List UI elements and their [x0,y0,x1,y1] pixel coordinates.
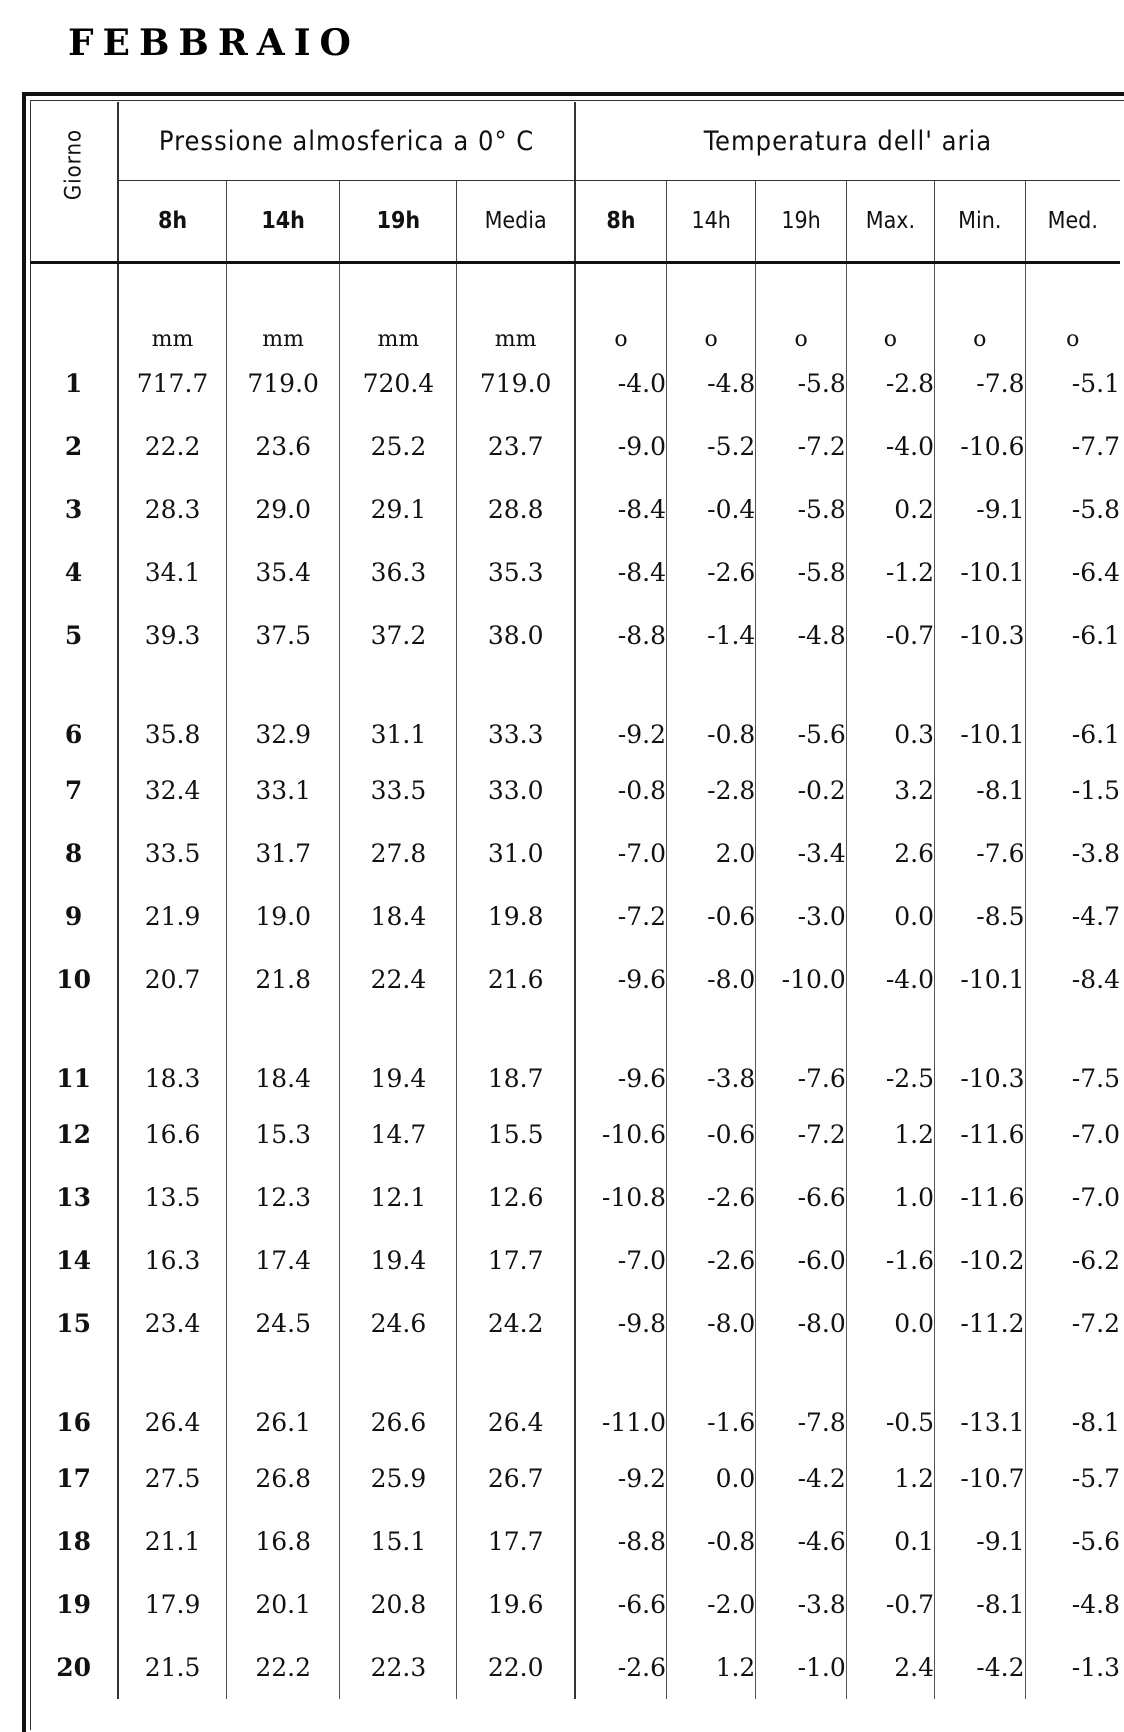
pressure-cell: 20.8 [340,1573,457,1636]
temperature-cell: -10.3 [935,604,1025,667]
pressure-cell: 22.2 [118,415,226,478]
temperature-cell: -8.4 [575,541,667,604]
pressure-col-header: 8h [118,181,226,263]
temperature-cell: -2.6 [667,1166,756,1229]
temperature-cell: -11.2 [935,1292,1025,1355]
pressure-cell: 12.1 [340,1166,457,1229]
pressure-cell: 16.6 [118,1103,226,1166]
temperature-cell: -9.8 [575,1292,667,1355]
temperature-cell: -0.5 [846,1355,934,1447]
temperature-cell: -10.0 [756,948,846,1011]
day-cell: 19 [30,1573,118,1636]
temperature-cell: -2.5 [846,1011,934,1103]
pressure-cell: 17.7 [457,1229,575,1292]
temperature-col-header: 14h [667,181,756,263]
temperature-cell: -0.8 [667,667,756,759]
pressure-cell: 19.4 [340,1229,457,1292]
pressure-cell: 21.8 [226,948,340,1011]
table-row [30,1447,1120,1510]
pressure-cell: 26.7 [457,1447,575,1510]
pressure-cell: 26.4 [118,1355,226,1447]
pressure-cell: 26.1 [226,1355,340,1447]
temperature-cell: -6.4 [1071,558,1120,587]
temperature-cell: -3.8 [756,1573,846,1636]
temperature-cell: 0.2 [846,478,934,541]
temperature-cell: -6.1 [1071,621,1120,650]
temperature-cell: -4.7 [1071,902,1120,931]
day-cell: 3 [30,478,118,541]
unit-cell: o [846,263,934,353]
table-row [30,948,1120,1011]
temperature-cell: -7.2 [575,885,667,948]
pressure-cell: 23.7 [457,415,575,478]
pressure-cell: 19.4 [340,1011,457,1103]
temperature-cell: -0.4 [667,478,756,541]
day-cell: 8 [30,822,118,885]
table-row [30,759,1120,822]
temperature-cell: -9.1 [935,478,1025,541]
pressure-col-header: 14h [226,181,340,263]
temperature-cell: 2.0 [667,822,756,885]
day-cell: 9 [30,885,118,948]
pressure-cell: 33.3 [457,667,575,759]
pressure-cell: 29.1 [340,478,457,541]
unit-cell: o [1066,327,1080,352]
pressure-cell: 18.7 [457,1011,575,1103]
day-cell: 11 [30,1011,118,1103]
day-cell: 7 [30,759,118,822]
temperature-cell: -6.0 [756,1229,846,1292]
temperature-cell: -4.0 [846,415,934,478]
day-cell [30,263,118,353]
temperature-cell: -5.2 [667,415,756,478]
temperature-cell: -1.0 [756,1636,846,1699]
temperature-cell: 0.3 [846,667,934,759]
temperature-cell: -5.6 [1071,1527,1120,1556]
temperature-cell: 0.0 [846,885,934,948]
pressure-cell: 15.1 [340,1510,457,1573]
temperature-col-header: 8h [575,181,667,263]
unit-cell: mm [226,263,340,353]
day-cell: 17 [30,1447,118,1510]
day-cell: 14 [30,1229,118,1292]
temperature-cell: 1.2 [667,1636,756,1699]
table-row [30,1292,1120,1355]
day-cell: 1 [30,352,118,415]
pressure-cell: 37.2 [340,604,457,667]
temperature-cell: 3.2 [846,759,934,822]
temperature-cell: -5.1 [1071,369,1120,398]
temperature-cell: -0.6 [667,1103,756,1166]
temperature-cell: -5.7 [1071,1464,1120,1493]
temperature-cell: 2.6 [846,822,934,885]
temperature-cell: 0.1 [846,1510,934,1573]
temperature-cell: -10.6 [935,415,1025,478]
temperature-cell: -3.0 [756,885,846,948]
unit-cell: mm [118,263,226,353]
day-cell: 20 [30,1636,118,1699]
temperature-cell: -5.8 [756,541,846,604]
temperature-cell: -1.5 [1071,776,1120,805]
weather-table [30,102,1120,1699]
pressure-cell: 24.5 [226,1292,340,1355]
day-cell: 5 [30,604,118,667]
temperature-cell: -10.1 [935,541,1025,604]
temperature-cell: -7.0 [1071,1183,1120,1212]
day-cell: 2 [30,415,118,478]
pressure-cell: 29.0 [226,478,340,541]
day-cell: 15 [30,1292,118,1355]
temperature-cell: -9.0 [575,415,667,478]
temperature-cell: 2.4 [846,1636,934,1699]
table-row [30,1229,1120,1292]
temperature-cell: -5.6 [756,667,846,759]
temperature-cell: -5.8 [756,352,846,415]
pressure-cell: 12.3 [226,1166,340,1229]
pressure-cell: 28.3 [118,478,226,541]
pressure-cell: 20.1 [226,1573,340,1636]
pressure-cell: 21.5 [118,1636,226,1699]
temperature-col-header: Max. [846,181,934,263]
column-headers-row [30,181,1120,263]
pressure-cell: 22.4 [340,948,457,1011]
temperature-cell: -7.8 [935,352,1025,415]
pressure-cell: 25.2 [340,415,457,478]
temperature-cell: -8.4 [1071,965,1120,994]
temperature-cell: -7.2 [1071,1309,1120,1338]
temperature-cell: -9.1 [935,1510,1025,1573]
page-title: FEBBRAIO [68,22,360,64]
table-row [30,415,1120,478]
temperature-cell: -2.6 [575,1636,667,1699]
pressure-cell: 27.8 [340,822,457,885]
temperature-cell: -10.7 [935,1447,1025,1510]
temperature-cell: 1.0 [846,1166,934,1229]
pressure-cell: 720.4 [340,352,457,415]
pressure-group-header: Pressione almosferica a 0° C [118,102,575,181]
pressure-cell: 34.1 [118,541,226,604]
temperature-cell: -3.8 [667,1011,756,1103]
temperature-cell: -1.4 [667,604,756,667]
temperature-cell: -10.6 [575,1103,667,1166]
temperature-cell: -0.6 [667,885,756,948]
temperature-cell: -7.6 [756,1011,846,1103]
pressure-cell: 38.0 [457,604,575,667]
pressure-cell: 33.5 [118,822,226,885]
temperature-cell: -7.0 [575,822,667,885]
unit-cell: o [667,263,756,353]
temperature-cell: -4.8 [667,352,756,415]
pressure-cell: 24.6 [340,1292,457,1355]
temperature-cell: -11.0 [575,1355,667,1447]
pressure-cell: 26.6 [340,1355,457,1447]
unit-cell: mm [457,263,575,353]
pressure-cell: 18.4 [226,1011,340,1103]
unit-cell: mm [340,263,457,353]
table-row [30,1355,1120,1447]
table-row [30,1636,1120,1699]
temperature-cell: -4.8 [756,604,846,667]
temperature-cell: -7.5 [1071,1064,1120,1093]
pressure-cell: 33.0 [457,759,575,822]
temperature-cell: -7.2 [756,1103,846,1166]
temperature-cell: -10.8 [575,1166,667,1229]
temperature-cell: -3.8 [1071,839,1120,868]
pressure-cell: 17.4 [226,1229,340,1292]
temperature-cell: -4.0 [575,352,667,415]
temperature-cell: -6.6 [575,1573,667,1636]
pressure-cell: 33.1 [226,759,340,822]
temperature-cell: -6.1 [1071,720,1120,749]
temperature-cell: -4.2 [935,1636,1025,1699]
temperature-cell: -11.6 [935,1166,1025,1229]
temperature-col-header: Med. [1025,181,1120,263]
temperature-cell: -8.0 [667,948,756,1011]
pressure-cell: 17.9 [118,1573,226,1636]
pressure-col-header: Media [457,181,575,263]
pressure-cell: 19.0 [226,885,340,948]
pressure-cell: 16.3 [118,1229,226,1292]
temperature-cell: -2.6 [667,1229,756,1292]
temperature-cell: -8.1 [935,759,1025,822]
pressure-cell: 23.6 [226,415,340,478]
pressure-cell: 13.5 [118,1166,226,1229]
table-row [30,541,1120,604]
pressure-cell: 717.7 [118,352,226,415]
temperature-cell: -4.0 [846,948,934,1011]
temperature-cell: -9.6 [575,948,667,1011]
pressure-cell: 31.0 [457,822,575,885]
day-cell: 4 [30,541,118,604]
temperature-cell: -7.0 [575,1229,667,1292]
temperature-col-header: Min. [935,181,1025,263]
temperature-cell: -6.2 [1071,1246,1120,1275]
table-row [30,1510,1120,1573]
pressure-cell: 18.3 [118,1011,226,1103]
temperature-cell: -8.8 [575,604,667,667]
temperature-cell: -7.0 [1071,1120,1120,1149]
pressure-cell: 15.5 [457,1103,575,1166]
table-row [30,1166,1120,1229]
temperature-cell: -8.0 [667,1292,756,1355]
pressure-cell: 25.9 [340,1447,457,1510]
temperature-cell: 0.0 [846,1292,934,1355]
temperature-cell: -6.6 [756,1166,846,1229]
pressure-cell: 39.3 [118,604,226,667]
pressure-cell: 22.0 [457,1636,575,1699]
temperature-cell: -0.7 [846,604,934,667]
day-cell: 12 [30,1103,118,1166]
temperature-cell: -5.8 [756,478,846,541]
temperature-cell: -5.8 [1071,495,1120,524]
temperature-cell: 0.0 [667,1447,756,1510]
temperature-cell: -1.2 [846,541,934,604]
temperature-cell: -10.1 [935,948,1025,1011]
pressure-cell: 14.7 [340,1103,457,1166]
temperature-cell: -0.8 [667,1510,756,1573]
pressure-cell: 35.8 [118,667,226,759]
pressure-cell: 19.6 [457,1573,575,1636]
temperature-cell: -4.8 [1071,1590,1120,1619]
temperature-cell: -4.2 [756,1447,846,1510]
temperature-cell: -1.6 [846,1229,934,1292]
day-cell: 6 [30,667,118,759]
table-row [30,352,1120,415]
temperature-cell: 1.2 [846,1447,934,1510]
pressure-cell: 26.8 [226,1447,340,1510]
pressure-cell: 19.8 [457,885,575,948]
temperature-cell: -4.6 [756,1510,846,1573]
temperature-cell: -2.8 [667,759,756,822]
pressure-cell: 31.1 [340,667,457,759]
pressure-cell: 17.7 [457,1510,575,1573]
table-row [30,822,1120,885]
temperature-cell: -0.2 [756,759,846,822]
pressure-cell: 16.8 [226,1510,340,1573]
pressure-cell: 35.4 [226,541,340,604]
unit-cell: o [575,263,667,353]
temperature-cell: 1.2 [846,1103,934,1166]
pressure-cell: 719.0 [457,352,575,415]
temperature-cell: -7.6 [935,822,1025,885]
day-cell: 10 [30,948,118,1011]
temperature-cell: -7.7 [1071,432,1120,461]
pressure-cell: 32.9 [226,667,340,759]
table-row [30,478,1120,541]
pressure-col-header: 19h [340,181,457,263]
temperature-cell: -9.2 [575,1447,667,1510]
temperature-cell: -8.5 [935,885,1025,948]
unit-cell: o [935,263,1025,353]
pressure-cell: 35.3 [457,541,575,604]
unit-cell: o [756,263,846,353]
temperature-cell: -10.2 [935,1229,1025,1292]
units-row [30,263,1120,353]
table-row [30,604,1120,667]
temperature-cell: -8.0 [756,1292,846,1355]
temperature-cell: -13.1 [935,1355,1025,1447]
pressure-cell: 22.2 [226,1636,340,1699]
temperature-cell: -2.0 [667,1573,756,1636]
temperature-cell: -10.1 [935,667,1025,759]
pressure-cell: 37.5 [226,604,340,667]
pressure-cell: 18.4 [340,885,457,948]
pressure-cell: 12.6 [457,1166,575,1229]
pressure-cell: 15.3 [226,1103,340,1166]
pressure-cell: 22.3 [340,1636,457,1699]
temperature-cell: -8.1 [935,1573,1025,1636]
temperature-cell: -9.2 [575,667,667,759]
pressure-cell: 33.5 [340,759,457,822]
day-cell: 16 [30,1355,118,1447]
day-cell: 18 [30,1510,118,1573]
temperature-cell: -0.8 [575,759,667,822]
pressure-cell: 20.7 [118,948,226,1011]
temperature-cell: -3.4 [756,822,846,885]
pressure-cell: 36.3 [340,541,457,604]
temperature-cell: -9.6 [575,1011,667,1103]
pressure-cell: 28.8 [457,478,575,541]
temperature-cell: -10.3 [935,1011,1025,1103]
pressure-cell: 21.6 [457,948,575,1011]
pressure-cell: 21.1 [118,1510,226,1573]
pressure-cell: 23.4 [118,1292,226,1355]
temperature-cell: -7.8 [756,1355,846,1447]
pressure-cell: 32.4 [118,759,226,822]
table-row [30,1573,1120,1636]
temperature-cell: -1.3 [1071,1653,1120,1682]
pressure-cell: 27.5 [118,1447,226,1510]
temperature-col-header: 19h [756,181,846,263]
temperature-cell: -7.2 [756,415,846,478]
temperature-cell: -8.1 [1071,1408,1120,1437]
table-row [30,667,1120,759]
pressure-cell: 31.7 [226,822,340,885]
temperature-cell: -1.6 [667,1355,756,1447]
pressure-cell: 24.2 [457,1292,575,1355]
pressure-cell: 719.0 [226,352,340,415]
temperature-cell: -0.7 [846,1573,934,1636]
table-row [30,1103,1120,1166]
table-row [30,885,1120,948]
temperature-cell: -2.8 [846,352,934,415]
temperature-group-header: Temperatura dell' aria [575,102,1120,181]
temperature-cell: -8.8 [575,1510,667,1573]
table-row [30,1011,1120,1103]
day-column-header: Giorno [30,102,118,263]
temperature-cell: -2.6 [667,541,756,604]
pressure-cell: 26.4 [457,1355,575,1447]
pressure-cell: 21.9 [118,885,226,948]
temperature-cell: -8.4 [575,478,667,541]
temperature-cell: -11.6 [935,1103,1025,1166]
day-cell: 13 [30,1166,118,1229]
